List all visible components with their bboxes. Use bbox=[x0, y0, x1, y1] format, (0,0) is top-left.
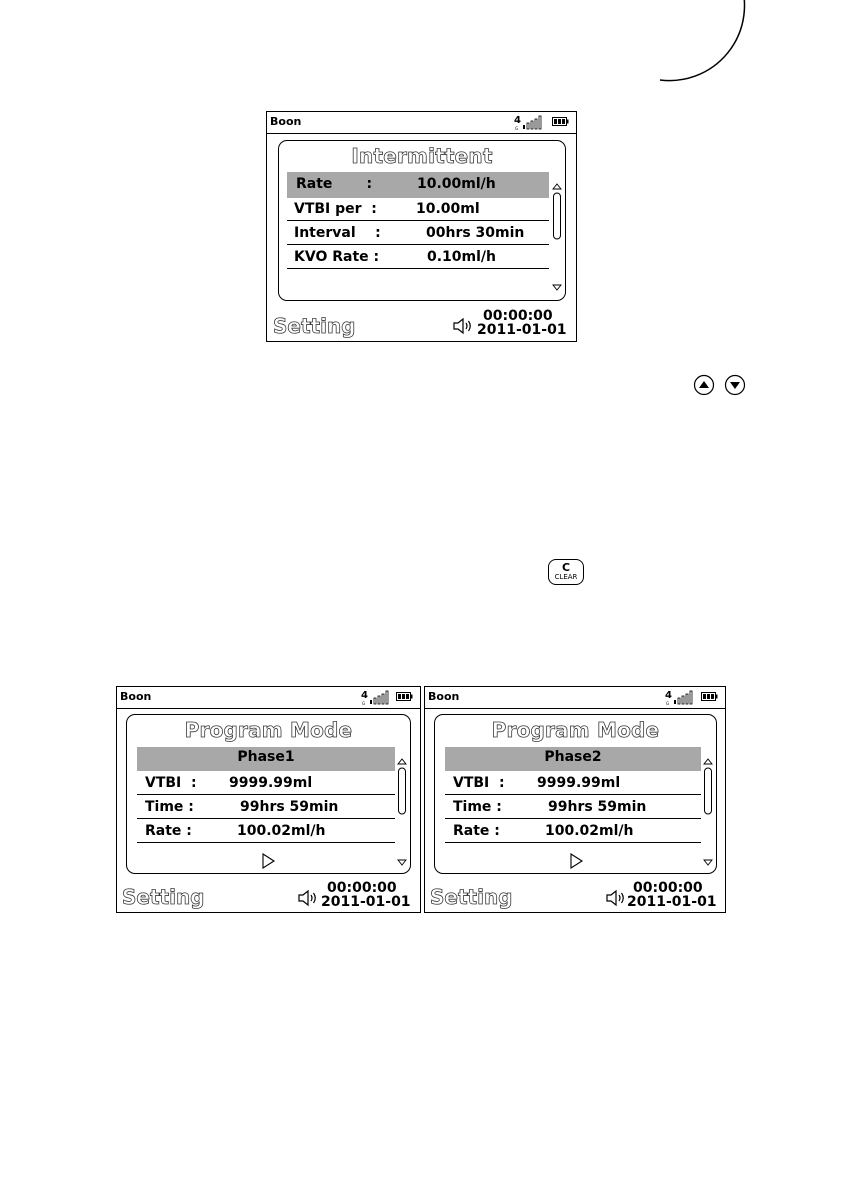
brand-label: Boon bbox=[120, 690, 152, 703]
status-bar bbox=[425, 687, 725, 709]
signal-strength-icon bbox=[514, 114, 546, 131]
signal-strength-icon bbox=[665, 689, 697, 706]
clear-key-text: CLEAR bbox=[554, 573, 578, 581]
footer-mode-label: Setting bbox=[273, 314, 356, 338]
battery-icon bbox=[396, 692, 413, 701]
row-value: 9999.99ml bbox=[537, 775, 621, 791]
list-item[interactable] bbox=[287, 223, 549, 245]
list-item[interactable] bbox=[445, 821, 701, 843]
svg-text:G: G bbox=[362, 701, 366, 706]
scrollbar[interactable] bbox=[396, 758, 408, 866]
row-label: Rate : bbox=[453, 823, 500, 839]
page-corner-arc bbox=[640, 0, 800, 120]
next-arrow-icon[interactable] bbox=[568, 853, 584, 869]
list-item[interactable] bbox=[137, 821, 395, 843]
svg-text:4: 4 bbox=[665, 690, 672, 701]
scrollbar[interactable] bbox=[551, 183, 563, 291]
row-label: KVO Rate : bbox=[294, 249, 380, 265]
list-item[interactable] bbox=[137, 797, 395, 819]
phase-header[interactable] bbox=[137, 747, 395, 771]
program-panel bbox=[434, 714, 717, 874]
row-label: Time : bbox=[453, 799, 502, 815]
speaker-icon bbox=[452, 317, 474, 335]
status-bar bbox=[267, 112, 576, 134]
clear-key-icon bbox=[548, 559, 584, 585]
clock-time: 00:00:00 bbox=[483, 308, 553, 324]
next-arrow-icon[interactable] bbox=[260, 853, 276, 869]
row-label: Interval : bbox=[294, 225, 381, 241]
scroll-up-icon bbox=[704, 759, 712, 764]
list-item[interactable] bbox=[445, 797, 701, 819]
clock-time: 00:00:00 bbox=[327, 880, 397, 896]
panel-title: Program Mode bbox=[491, 718, 660, 742]
list-item[interactable] bbox=[287, 172, 549, 198]
row-label: VTBI : bbox=[453, 775, 505, 791]
scroll-down-icon bbox=[704, 860, 712, 865]
speaker-icon bbox=[605, 889, 627, 907]
battery-icon bbox=[701, 692, 718, 701]
row-value: 99hrs 59min bbox=[548, 799, 647, 815]
row-value: 10.00ml bbox=[416, 201, 480, 217]
settings-panel bbox=[278, 140, 566, 301]
svg-text:G: G bbox=[515, 126, 519, 131]
phase-header[interactable] bbox=[445, 747, 701, 771]
clock-date: 2011-01-01 bbox=[321, 894, 411, 910]
row-label: VTBI per : bbox=[294, 201, 377, 217]
svg-text:4: 4 bbox=[514, 115, 521, 126]
phase-label: Phase2 bbox=[544, 749, 602, 765]
brand-label: Boon bbox=[428, 690, 460, 703]
status-bar bbox=[117, 687, 420, 709]
intermittent-screen bbox=[266, 111, 577, 342]
footer-mode-label: Setting bbox=[122, 885, 205, 909]
row-value: 100.02ml/h bbox=[545, 823, 634, 839]
row-label: Time : bbox=[145, 799, 194, 815]
battery-icon bbox=[552, 117, 569, 126]
row-label: Rate : bbox=[145, 823, 192, 839]
scroll-up-icon bbox=[553, 184, 561, 189]
speaker-icon bbox=[297, 889, 319, 907]
signal-strength-icon bbox=[361, 689, 393, 706]
row-value: 100.02ml/h bbox=[237, 823, 326, 839]
up-arrow-key-icon bbox=[693, 374, 715, 396]
row-value: 99hrs 59min bbox=[240, 799, 339, 815]
down-arrow-key-icon bbox=[724, 374, 746, 396]
list-item[interactable] bbox=[287, 247, 549, 269]
row-value: 10.00ml/h bbox=[417, 176, 496, 192]
svg-text:G: G bbox=[666, 701, 670, 706]
program-panel bbox=[126, 714, 411, 874]
footer-mode-label: Setting bbox=[430, 885, 513, 909]
scroll-up-icon bbox=[398, 759, 406, 764]
panel-title: Intermittent bbox=[351, 144, 493, 168]
scroll-down-icon bbox=[553, 285, 561, 290]
clock-date: 2011-01-01 bbox=[627, 894, 717, 910]
list-item[interactable] bbox=[445, 773, 701, 795]
program-mode-screen-phase2 bbox=[424, 686, 726, 913]
row-value: 0.10ml/h bbox=[427, 249, 497, 265]
program-mode-screen-phase1 bbox=[116, 686, 421, 913]
svg-text:4: 4 bbox=[361, 690, 368, 701]
phase-label: Phase1 bbox=[237, 749, 295, 765]
row-label: VTBI : bbox=[145, 775, 197, 791]
row-label: Rate : bbox=[296, 176, 373, 192]
list-item[interactable] bbox=[287, 199, 549, 221]
row-value: 00hrs 30min bbox=[426, 225, 525, 241]
clock-date: 2011-01-01 bbox=[477, 322, 567, 338]
list-item[interactable] bbox=[137, 773, 395, 795]
brand-label: Boon bbox=[270, 115, 302, 128]
clear-key-symbol: C bbox=[561, 561, 571, 574]
scroll-down-icon bbox=[398, 860, 406, 865]
row-value: 9999.99ml bbox=[229, 775, 313, 791]
scrollbar[interactable] bbox=[702, 758, 714, 866]
clock-time: 00:00:00 bbox=[633, 880, 703, 896]
panel-title: Program Mode bbox=[184, 718, 353, 742]
